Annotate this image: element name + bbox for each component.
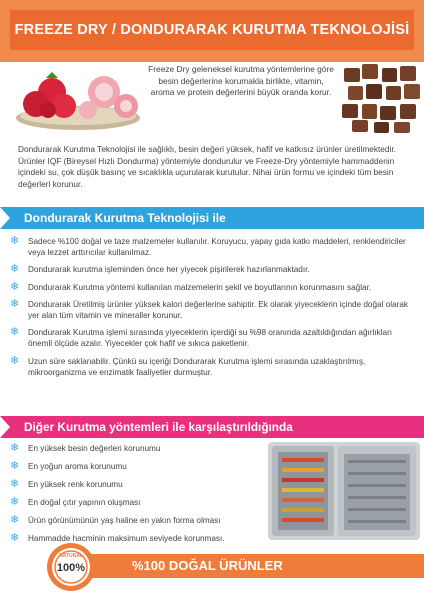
snowflake-icon: ❄ bbox=[10, 354, 20, 367]
description-paragraph: Dondurarak Kurutma Teknolojisi ile sağlıklı, besin değeri yüksek, hafif ve katkısız ürünler üretilmektedir. Ürünler IQF (Bireysel Hızlı Dondurma) yöntemiyle dondurulur ve Freeze-Dry yöntemiyle hammaddenin içindeki su, çok düşük basınç ve sıcaklıkla uçurularak kurutulur. Nihai ürün formu ve içindeki tüm besin değerleri korunur. bbox=[18, 144, 396, 189]
freeze-dryer-machine-image bbox=[266, 440, 422, 542]
natural-100-seal-icon bbox=[46, 542, 96, 592]
snowflake-icon: ❄ bbox=[10, 442, 20, 454]
section-header-notch bbox=[0, 207, 10, 229]
list-item: ❄ Dondurarak Kurutma işlemi sırasında yiyeceklerin içerdiği su %98 oranında azaltıldığından ağırlıkları önemli ölçüde azalır. Yiyecekler çok hafif ve sıkıca paketlenir. bbox=[10, 326, 393, 349]
list-item: ❄ En yüksek renk korunumu bbox=[10, 478, 123, 490]
list-item: ❄ Dondurarak Kurutma yöntemi kullanılan malzemelerin şekil ve boyutlarının korunmasını sağlar. bbox=[10, 280, 372, 293]
snowflake-icon: ❄ bbox=[10, 496, 20, 508]
snowflake-icon: ❄ bbox=[10, 478, 20, 490]
snowflake-icon: ❄ bbox=[10, 235, 20, 247]
section-header-comparison: Diğer Kurutma yöntemleri ile karşılaştırıldığında bbox=[0, 416, 424, 438]
intro-text: Freeze Dry geleneksel kurutma yöntemlerine göre besin değerlerine korumakla birlikte, vitamin, aroma ve protein değerlerini büyük oranda korur. bbox=[148, 64, 334, 98]
list-item: ❄ Dondurarak kurutma işleminden önce her yiyecek pişirilerek hazırlanmaktadır. bbox=[10, 263, 310, 276]
section-header-notch bbox=[0, 416, 10, 438]
list-item: ❄ Uzun süre saklanabilir. Çünkü su içeriği Dondurarak Kurutma işlemi sırasında uzaklaştırılmış, mikroorganizma ve enzimatik faaliyetler durmuştur. bbox=[10, 354, 366, 377]
snowflake-icon: ❄ bbox=[10, 514, 20, 526]
svg-text:100%: 100% bbox=[56, 562, 86, 574]
list-item: ❄ Hammadde hacminin maksimum seviyede korunması. bbox=[10, 532, 225, 544]
page-title: FREEZE DRY / DONDURARAK KURUTMA TEKNOLOJİSİ bbox=[10, 10, 414, 50]
list-item: ❄ En yüksek besin değerleri korunumu bbox=[10, 442, 161, 454]
section-header-technology: Dondurarak Kurutma Teknolojisi ile bbox=[0, 207, 424, 229]
comparison-list bbox=[10, 443, 270, 551]
snowflake-icon: ❄ bbox=[10, 263, 20, 276]
list-item: ❄ Ürün görünümünün yaş haline en yakın forma olması bbox=[10, 514, 221, 526]
hero-section bbox=[0, 62, 424, 134]
list-item: ❄ Dondurarak Üretilmiş ürünler yüksek kalori değerlerine sahiptir. Ek olarak yiyeceklerin içinde doğal olarak yer alan tüm vitamin ve mineraller korunur. bbox=[10, 297, 408, 321]
natural-products-banner: %100 DOĞAL ÜRÜNLER bbox=[62, 554, 424, 578]
technology-benefits-list bbox=[10, 236, 418, 384]
list-item: ❄ Sadece %100 doğal ve taze malzemeler kullanılır. Koruyucu, yapay gıda katkı maddeleri, renklendiriciler veya lezzet arttırıcılar kullanılmaz. bbox=[10, 235, 406, 258]
snowflake-icon: ❄ bbox=[10, 460, 20, 472]
freeze-dried-strawberries-image bbox=[6, 62, 146, 134]
freeze-dried-cubes-image bbox=[338, 62, 424, 134]
snowflake-icon: ❄ bbox=[10, 297, 20, 310]
list-item: ❄ En yoğun aroma korunumu bbox=[10, 460, 127, 472]
list-item: ❄ En doğal çıtır yapının oluşması bbox=[10, 496, 141, 508]
svg-text:NATURAL: NATURAL bbox=[59, 553, 83, 559]
snowflake-icon: ❄ bbox=[10, 280, 20, 293]
snowflake-icon: ❄ bbox=[10, 532, 20, 544]
snowflake-icon: ❄ bbox=[10, 326, 20, 339]
